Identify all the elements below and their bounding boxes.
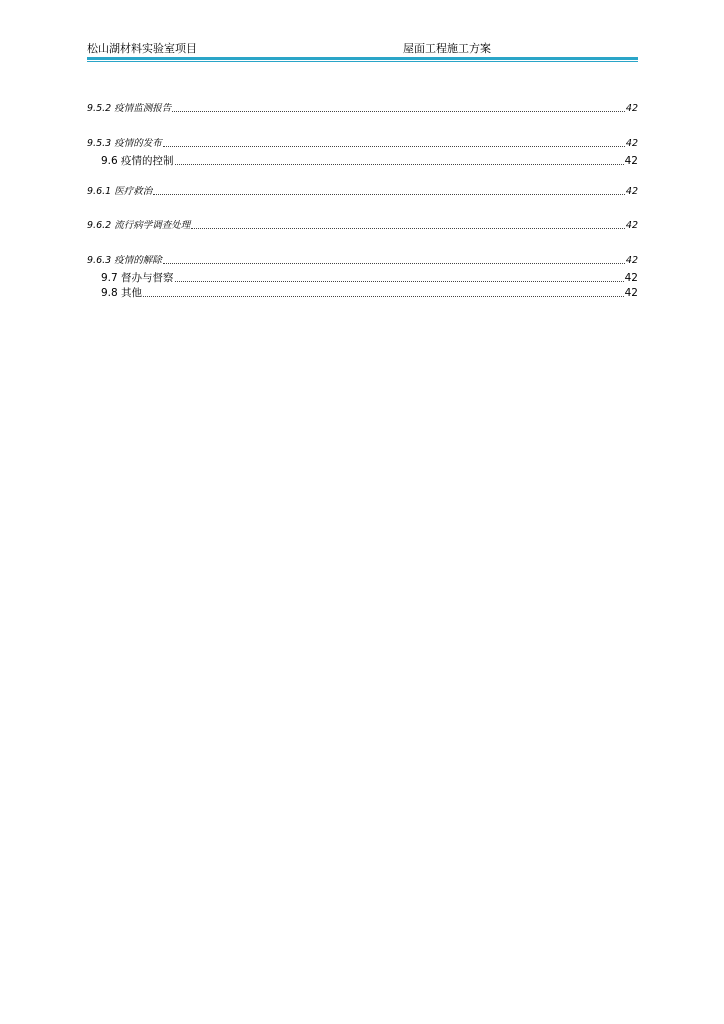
toc-entry-9-5-3[interactable] <box>87 137 638 150</box>
toc-entry-page: 42 <box>624 287 638 299</box>
toc-entry-title: 9.7 督办与督察 <box>101 272 174 284</box>
toc-entry-9-8[interactable] <box>101 287 638 300</box>
toc-entry-9-6-1[interactable] <box>87 185 638 198</box>
toc-entry-title: 9.6.2 流行病学调查处理 <box>87 220 191 231</box>
toc-entry-9-7[interactable] <box>101 272 638 285</box>
header-project-name: 松山湖材料实验室项目 <box>87 42 197 55</box>
toc-entry-9-6-2[interactable] <box>87 219 638 232</box>
toc-entry-page: 42 <box>625 103 638 114</box>
toc-dot-leader <box>172 111 625 112</box>
toc-entry-page: 42 <box>625 138 638 149</box>
toc-dot-leader <box>175 164 624 165</box>
toc-entry-title: 9.5.3 疫情的发布 <box>87 138 162 149</box>
toc-entry-title: 9.6 疫情的控制 <box>101 155 174 167</box>
toc-entry-title: 9.8 其他 <box>101 287 143 299</box>
toc-entry-title: 9.6.3 疫情的解除 <box>87 255 162 266</box>
header-document-title: 屋面工程施工方案 <box>403 42 491 55</box>
toc-entry-page: 42 <box>625 220 638 231</box>
toc-entry-page: 42 <box>624 272 638 284</box>
toc-dot-leader <box>163 263 625 264</box>
toc-entry-9-6[interactable] <box>101 155 638 168</box>
toc-entry-page: 42 <box>625 186 638 197</box>
toc-entry-page: 42 <box>624 155 638 167</box>
toc-entry-title: 9.6.1 医疗救治 <box>87 186 153 197</box>
toc-entry-9-6-3[interactable] <box>87 254 638 267</box>
toc-entry-page: 42 <box>625 255 638 266</box>
toc-dot-leader <box>163 146 625 147</box>
toc-dot-leader <box>191 228 625 229</box>
toc-dot-leader <box>175 281 624 282</box>
toc-dot-leader <box>153 194 625 195</box>
toc-entry-9-5-2[interactable] <box>87 102 638 115</box>
toc-dot-leader <box>143 296 624 297</box>
toc-entry-title: 9.5.2 疫情监测报告 <box>87 103 172 114</box>
